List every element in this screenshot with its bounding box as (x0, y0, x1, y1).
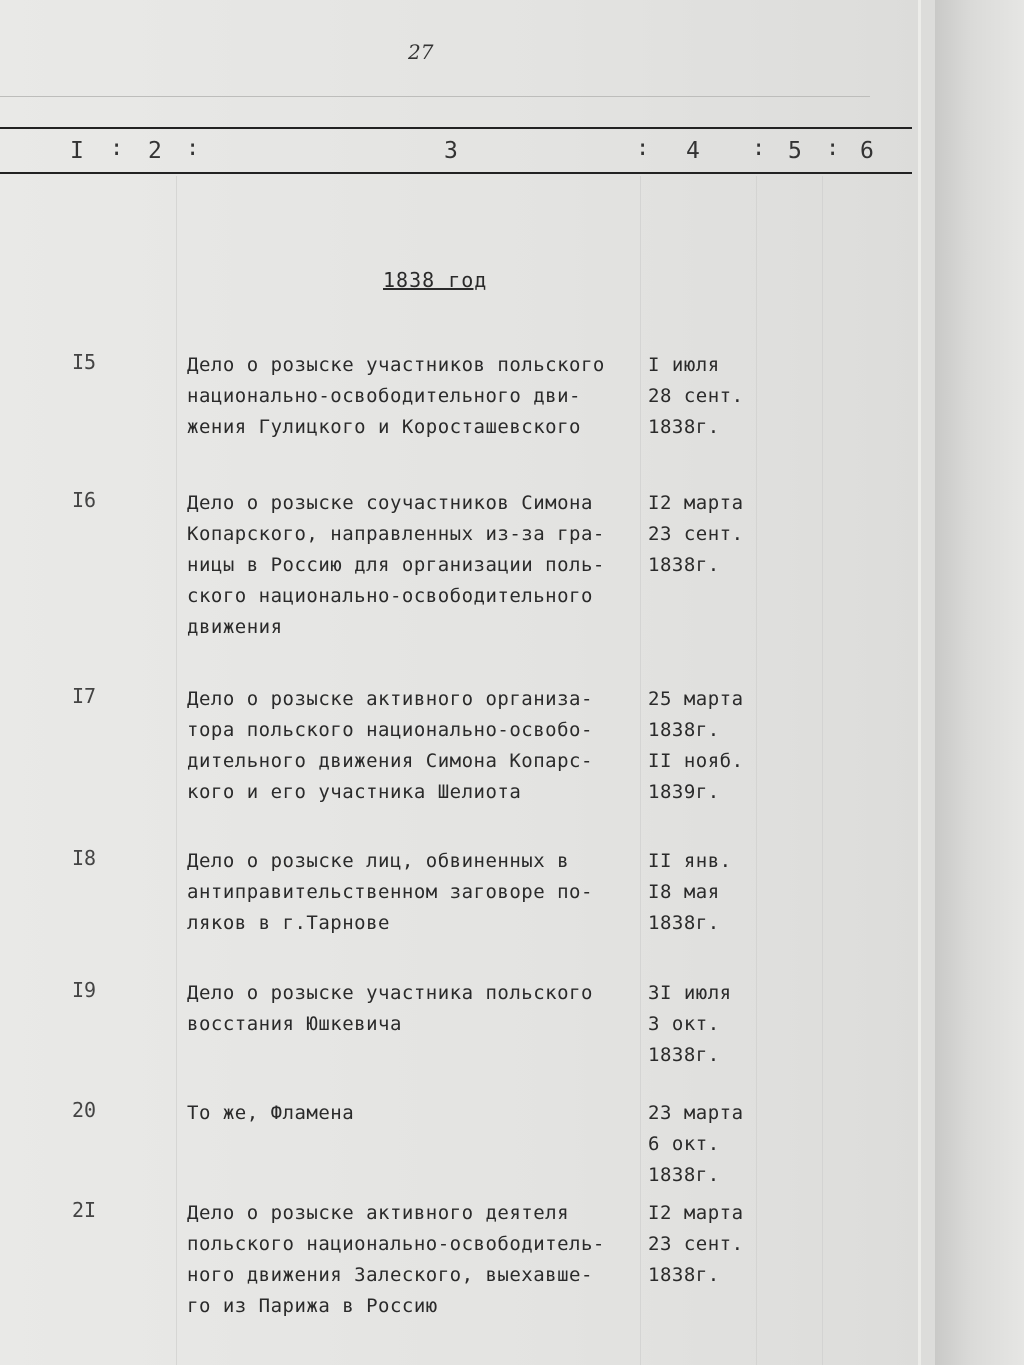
date-line: 1839г. (648, 781, 720, 803)
case-dates (648, 978, 732, 1071)
description-line: ного движения Залеского, выехавше- (187, 1264, 593, 1286)
description-line: антиправительственном заговоре по- (187, 881, 593, 903)
description-line: ницы в Россию для организации поль- (187, 554, 605, 576)
case-dates (648, 488, 744, 581)
case-number: I8 (72, 846, 97, 870)
column-number-1: I (70, 138, 84, 164)
description-line: движения (187, 616, 283, 638)
case-description (187, 1198, 647, 1322)
case-description (187, 488, 647, 643)
case-dates (648, 846, 732, 939)
date-line: 23 сент. (648, 1233, 744, 1255)
column-separator: : (636, 136, 650, 161)
description-line: ского национально-освободительного (187, 585, 593, 607)
date-line: 1838г. (648, 416, 720, 438)
case-dates (648, 350, 744, 443)
case-description (187, 978, 647, 1040)
column-guide-line (176, 176, 177, 1365)
case-description (187, 684, 647, 808)
date-line: 1838г. (648, 554, 720, 576)
description-line: го из Парижа в Россию (187, 1295, 438, 1317)
column-separator: : (752, 136, 766, 161)
description-line: Дело о розыске участника польского (187, 982, 593, 1004)
description-line: То же, Фламена (187, 1102, 355, 1124)
description-line: Дело о розыске лиц, обвиненных в (187, 850, 570, 872)
date-line: II нояб. (648, 750, 744, 772)
description-line: жения Гулицкого и Короcташевского (187, 416, 581, 438)
case-number: I5 (72, 350, 97, 374)
date-line: 1838г. (648, 1164, 720, 1186)
date-line: I2 марта (648, 492, 744, 514)
column-number-2: 2 (148, 138, 162, 164)
description-line: Дело о розыске участников польского (187, 354, 605, 376)
case-description (187, 1098, 647, 1129)
paper-fold (918, 0, 921, 1365)
header-bottom-rule (0, 172, 912, 174)
column-separator: : (186, 136, 200, 161)
date-line: 3I июля (648, 982, 732, 1004)
column-separator: : (826, 136, 840, 161)
case-description (187, 350, 647, 443)
column-number-3: 3 (444, 138, 458, 164)
case-dates (648, 684, 744, 808)
description-line: Дело о розыске активного организа- (187, 688, 593, 710)
date-line: II янв. (648, 850, 732, 872)
case-number: I7 (72, 684, 97, 708)
column-guide-line (756, 176, 757, 1365)
date-line: I8 мая (648, 881, 720, 903)
case-dates (648, 1198, 744, 1291)
date-line: 6 окт. (648, 1133, 720, 1155)
description-line: тора польского национально-освобо- (187, 719, 593, 741)
faint-ruled-line (0, 96, 870, 97)
description-line: Копарского, направленных из-за гра- (187, 523, 605, 545)
description-line: национально-освободительного дви- (187, 385, 581, 407)
column-number-6: 6 (860, 138, 874, 164)
date-line: 23 сент. (648, 523, 744, 545)
date-line: I июля (648, 354, 720, 376)
description-line: польского национально-освободитель- (187, 1233, 605, 1255)
page-stack-edge (935, 0, 1024, 1365)
column-number-4: 4 (686, 138, 700, 164)
date-line: 1838г. (648, 912, 720, 934)
date-line: 1838г. (648, 719, 720, 741)
description-line: Дело о розыске активного деятеля (187, 1202, 570, 1224)
case-number: 20 (72, 1098, 97, 1122)
case-description (187, 846, 647, 939)
year-heading: 1838 год (383, 268, 488, 292)
date-line: 1838г. (648, 1264, 720, 1286)
description-line: Дело о розыске соучастников Симона (187, 492, 593, 514)
date-line: 25 марта (648, 688, 744, 710)
column-separator: : (110, 136, 124, 161)
description-line: восстания Юшкевича (187, 1013, 402, 1035)
date-line: 1838г. (648, 1044, 720, 1066)
case-number: I9 (72, 978, 97, 1002)
page-number: 27 (408, 40, 434, 64)
date-line: I2 марта (648, 1202, 744, 1224)
case-number: I6 (72, 488, 97, 512)
date-line: 3 окт. (648, 1013, 720, 1035)
date-line: 28 сент. (648, 385, 744, 407)
header-top-rule (0, 127, 912, 129)
column-guide-line (822, 176, 823, 1365)
case-dates (648, 1098, 744, 1191)
case-number: 2I (72, 1198, 97, 1222)
description-line: дительного движения Симона Копарс- (187, 750, 593, 772)
description-line: ляков в г.Тарнове (187, 912, 390, 934)
date-line: 23 марта (648, 1102, 744, 1124)
description-line: кого и его участника Шелиота (187, 781, 522, 803)
column-number-5: 5 (788, 138, 802, 164)
